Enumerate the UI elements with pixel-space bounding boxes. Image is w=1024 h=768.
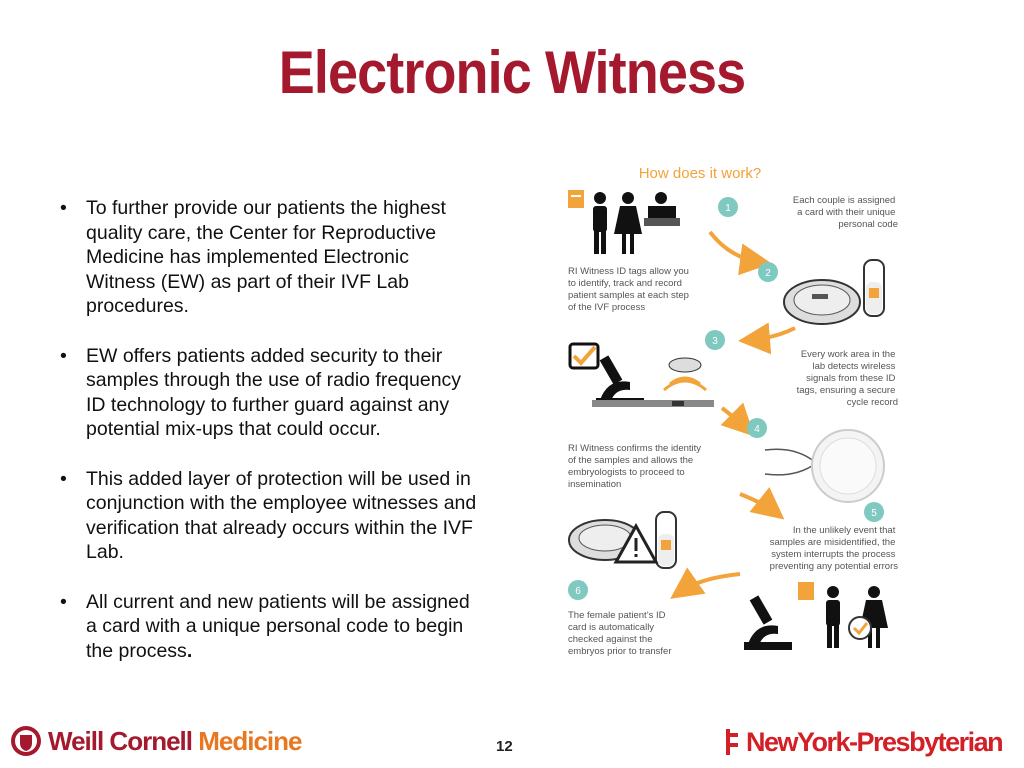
step-number-6: 6: [575, 586, 581, 597]
step-description-6: The female patient’s ID card is automatically checked against the embryos prior to transfer: [568, 610, 672, 657]
step-description-4: RI Witness confirms the identity of the samples and allows the embryologists to proceed to insemination: [568, 443, 702, 490]
reception-desk-icon: [644, 192, 680, 226]
weill-cornell-logo: [10, 723, 301, 759]
bullet-item: • All current and new patients will be assigned a card with a unique personal code to begin the process.: [58, 590, 478, 664]
petri-dish-icon: [784, 280, 860, 324]
step-2: [568, 260, 884, 340]
step-number-5: 5: [871, 508, 877, 519]
bullet-text: This added layer of protection will be used in conjunction with the employee witnesses and verification that already occurs within the IVF Lab.: [86, 467, 477, 563]
step-description-5: In the unlikely event that samples are misidentified, the system interrupts the process preventing any potential errors: [769, 525, 898, 572]
test-tube-icon: [656, 512, 676, 568]
flow-arrow-3: [722, 408, 746, 428]
step-5: [569, 502, 898, 592]
logo-newyork-presbyterian: NewYork-Presbyterian: [746, 726, 1003, 757]
bullet-item: • This added layer of protection will be used in conjunction with the employee witnesses and verification that already occurs within the IVF Lab.: [60, 467, 477, 563]
checkmark-badge-icon: [849, 617, 871, 639]
page-number: 12: [496, 738, 513, 755]
step-description-2: RI Witness ID tags allow you to identify, track and record patient samples at each step of the IVF process: [568, 266, 689, 313]
step-description-3: Every work area in the lab detects wireless signals from these ID tags, ensuring a secure cycle record: [796, 349, 898, 408]
slide-title: Electronic Witness: [278, 39, 746, 106]
logo-weill-cornell: Weill Cornell: [48, 725, 192, 756]
wireless-signal-icon: [664, 358, 706, 390]
step-number-2: 2: [765, 268, 771, 279]
bullet-final-period: .: [186, 639, 193, 662]
step-description-1: Each couple is assigned a card with their unique personal code: [792, 195, 898, 230]
step-number-4: 4: [754, 424, 760, 435]
step-6: [568, 580, 888, 657]
microscope-icon: [596, 355, 644, 406]
step-number-3: 3: [712, 336, 718, 347]
couple-icon: [593, 192, 642, 254]
microscope-icon: [744, 595, 792, 650]
step-3: [570, 330, 898, 428]
nyp-logo: [724, 722, 1002, 762]
step-number-1: 1: [725, 203, 731, 214]
how-it-works-infographic: [560, 160, 910, 660]
checkmark-icon: [570, 344, 598, 368]
nyp-mark-icon: [724, 725, 740, 759]
flow-arrow-1: [710, 232, 760, 262]
lab-bench: [592, 400, 714, 407]
bullet-text: EW offers patients added security to their samples through the use of radio frequency ID technology to further guard against any potential mix-ups that could occur.: [86, 344, 462, 440]
flow-arrow-5: [680, 574, 740, 592]
id-card-icon: [568, 190, 584, 208]
step-1: [568, 190, 898, 262]
egg-insemination-icon: [765, 430, 884, 502]
flow-arrow-4: [740, 494, 775, 512]
bullet-item: • EW offers patients added security to their samples through the use of radio frequency ID technology to further guard against any potential mix-ups that could occur.: [58, 344, 478, 442]
logo-medicine: Medicine: [198, 725, 302, 756]
bullet-text: To further provide our patients the highest quality care, the Center for Reproductive Medicine has implemented Electronic Witness (EW) as part of their IVF Lab procedures.: [86, 197, 446, 317]
bullet-text: All current and new patients will be assigned a card with a unique personal code to begin the process.: [86, 590, 470, 662]
seal-icon: [10, 725, 42, 757]
id-card-icon: [798, 582, 814, 600]
flow-arrow-2: [750, 328, 795, 340]
bullet-list: [58, 196, 478, 688]
infographic-heading: How does it work?: [638, 165, 762, 182]
step-4: [568, 418, 884, 512]
test-tube-icon: [864, 260, 884, 316]
bullet-item: • To further provide our patients the highest quality care, the Center for Reproductive Medicine has implemented Electronic Witness (EW) as part of their IVF Lab procedures.: [58, 196, 478, 319]
